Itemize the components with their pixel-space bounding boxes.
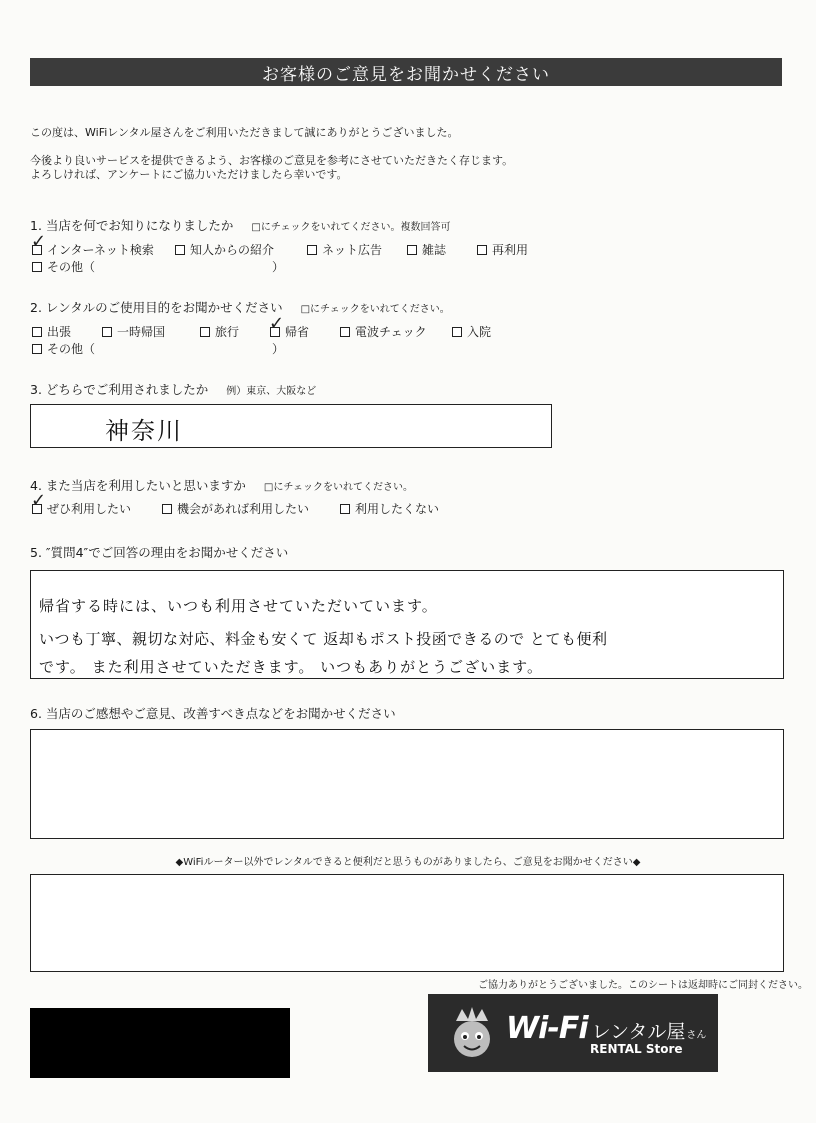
q1-option-magazine[interactable] — [407, 241, 477, 258]
checkbox[interactable] — [32, 262, 42, 272]
option-label: 出張 — [47, 325, 72, 339]
q4-title — [30, 476, 413, 494]
q1-title — [30, 216, 451, 234]
option-label: ぜひ利用したい — [47, 502, 132, 516]
option-label: 機会があれば利用したい — [177, 502, 310, 516]
q1-option-internet[interactable] — [31, 231, 175, 258]
q4-option-no[interactable] — [340, 500, 439, 517]
q6-answer-field[interactable] — [30, 729, 784, 839]
checkbox[interactable] — [407, 245, 417, 255]
q4-option-if-chance[interactable] — [162, 500, 340, 517]
mascot-icon — [442, 1003, 502, 1063]
option-label: 入院 — [467, 325, 492, 339]
q5-answer-line-2: いつも丁寧、親切な対応、料金も安くて 返却もポスト投函できるので とても便利 — [39, 630, 608, 648]
q2-option-temp-return[interactable] — [102, 323, 200, 340]
checkbox[interactable] — [175, 245, 185, 255]
q6-title: 6. 当店のご感想やご意見、改善すべき点などをお聞かせください — [30, 706, 396, 721]
option-label: その他（ — [47, 342, 96, 356]
checkbox[interactable] — [477, 245, 487, 255]
extra-answer-field[interactable] — [30, 874, 784, 972]
q5-answer-line-1: 帰省する時には、いつも利用させていただいています。 — [39, 597, 438, 615]
page-title: お客様のご意見をお聞かせください — [30, 58, 782, 86]
q3-title-text: 3. どちらでご利用されましたか — [30, 382, 209, 397]
option-label: 雑誌 — [422, 243, 447, 257]
checkbox[interactable] — [200, 327, 210, 337]
q2-option-other[interactable] — [32, 340, 272, 357]
option-label: 利用したくない — [355, 502, 440, 516]
q2-option-signal-check[interactable] — [340, 323, 452, 340]
q2-option-homecoming[interactable] — [269, 313, 340, 340]
q1-note: □にチェックをいれてください。複数回答可 — [251, 222, 451, 233]
q1-option-other[interactable] — [32, 258, 272, 275]
q4-option-definitely[interactable] — [31, 490, 162, 517]
extra-title: ◆WiFiルーター以外でレンタルできると便利だと思うものがありましたら、ご意見をお聞かせください◆ — [175, 857, 641, 868]
checkbox[interactable] — [340, 504, 350, 514]
q2-option-business[interactable] — [32, 323, 102, 340]
option-label: その他（ — [47, 260, 96, 274]
q5-title: 5. ″質問4″でご回答の理由をお聞かせください — [30, 545, 289, 560]
redacted-area — [30, 1008, 290, 1078]
footer-note: ご協力ありがとうございました。このシートは返却時にご同封ください。 — [478, 980, 808, 991]
checkbox[interactable] — [162, 504, 172, 514]
q2-option-travel[interactable] — [200, 323, 270, 340]
logo-en: RENTAL Store — [590, 1041, 683, 1056]
q4-options — [31, 490, 440, 517]
checkbox[interactable] — [32, 344, 42, 354]
q2-option-hospital[interactable] — [452, 323, 491, 340]
checkbox[interactable] — [102, 327, 112, 337]
checkmark-icon: ✓ — [269, 313, 285, 334]
bracket-close: ） — [272, 342, 285, 356]
q1-option-friend[interactable] — [175, 241, 307, 258]
option-label: 一時帰国 — [117, 325, 166, 339]
option-label: 知人からの紹介 — [190, 243, 275, 257]
q2-title — [30, 298, 450, 316]
checkmark-icon: ✓ — [31, 490, 47, 511]
option-label: 電波チェック — [355, 325, 427, 339]
q2-note: □にチェックをいれてください。 — [300, 304, 450, 315]
q1-title-text: 1. 当店を何でお知りになりましたか — [30, 218, 234, 233]
q1-option-reuse[interactable] — [477, 241, 528, 258]
checkbox[interactable] — [307, 245, 317, 255]
intro-line-2: 今後より良いサービスを提供できるよう、お客様のご意見を参考にさせていただきたく存じます。 — [30, 154, 514, 167]
logo-brand: Wi-Fi — [506, 1010, 588, 1046]
q4-title-text: 4. また当店を利用したいと思いますか — [30, 478, 246, 493]
option-label: ネット広告 — [322, 243, 383, 257]
q3-note: 例）東京、大阪など — [226, 386, 317, 397]
checkbox[interactable] — [32, 327, 42, 337]
q2-options — [32, 313, 492, 340]
q3-answer-field[interactable] — [30, 404, 552, 448]
logo-jp: レンタル屋 — [591, 1020, 686, 1043]
bracket-close: ） — [272, 260, 285, 274]
q3-title — [30, 380, 316, 398]
checkmark-icon: ✓ — [31, 231, 47, 252]
q1-option-ad[interactable] — [307, 241, 407, 258]
checkbox[interactable] — [340, 327, 350, 337]
option-label: 帰省 — [285, 325, 310, 339]
option-label: 旅行 — [215, 325, 240, 339]
company-logo — [428, 994, 718, 1072]
q5-answer-line-3: です。 また利用させていただきます。 いつもありがとうございます。 — [39, 658, 543, 676]
option-label: インターネット検索 — [47, 243, 154, 257]
q3-answer-text: 神奈川 — [105, 417, 183, 445]
q1-other-row — [32, 258, 284, 275]
q4-note: □にチェックをいれてください。 — [263, 482, 414, 493]
checkbox[interactable] — [452, 327, 462, 337]
q5-answer-field[interactable] — [30, 570, 784, 679]
q1-options — [31, 231, 529, 258]
logo-san: さん — [686, 1029, 707, 1041]
intro-line-1: この度は、WiFiレンタル屋さんをご利用いただきまして誠にありがとうございました。 — [30, 126, 459, 139]
intro-line-3: よろしければ、アンケートにご協力いただけましたら幸いです。 — [30, 168, 348, 181]
q2-other-row — [32, 340, 284, 357]
option-label: 再利用 — [492, 243, 529, 257]
q2-title-text: 2. レンタルのご使用目的をお聞かせください — [30, 300, 283, 315]
